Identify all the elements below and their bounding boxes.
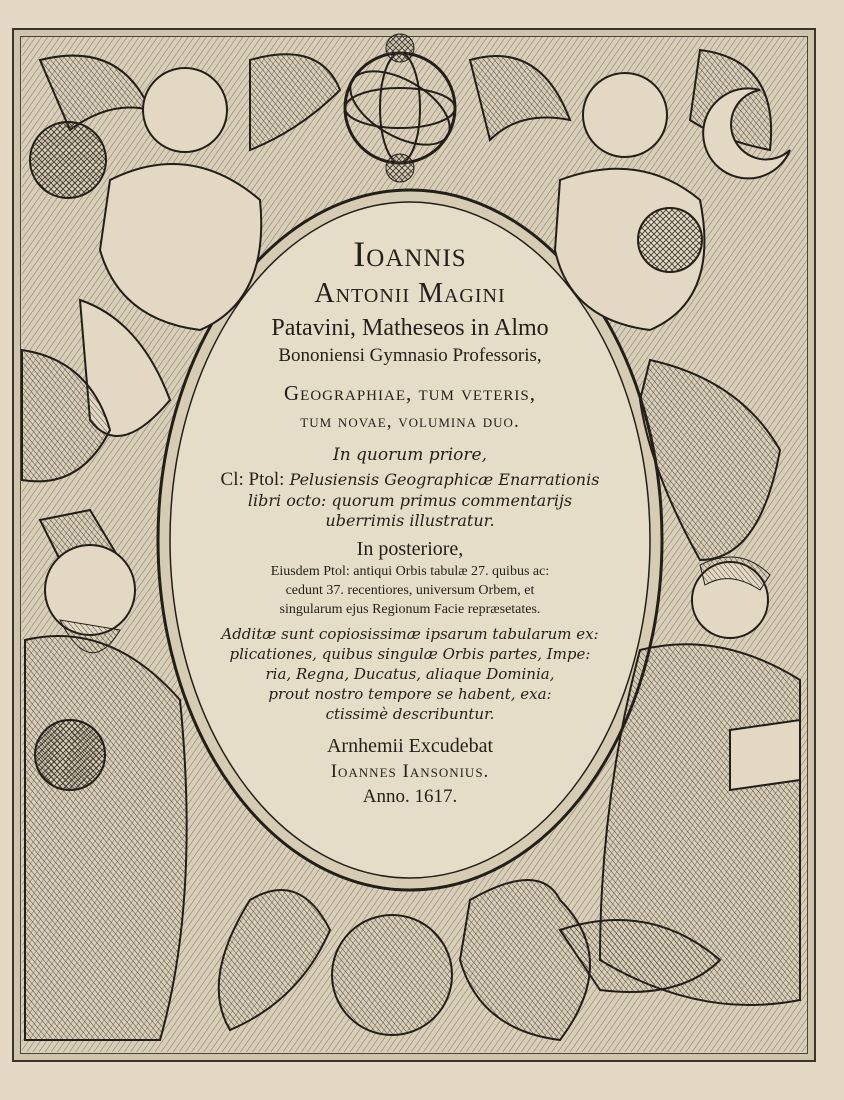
prior-line-3: uberrimis illustratur. <box>325 511 495 530</box>
added-line-5: ctissimè describuntur. <box>325 705 495 723</box>
prior-line-1 <box>170 470 650 489</box>
added-line-1: Additæ sunt copiosissimæ ipsarum tabularum ex: <box>221 625 599 643</box>
affiliation-line-1: Patavini, Matheseos in Almo <box>271 315 549 341</box>
book-title-line-2: tum novae, volumina duo. <box>300 411 520 432</box>
imprint-line-1: Arnhemii Excudebat <box>326 735 494 757</box>
imprint-printer: Ioannes Iansonius. <box>330 761 490 782</box>
added-line-4: prout nostro tempore se habent, exa: <box>268 685 552 703</box>
prior-line-1-rest: Pelusiensis Geographicæ Enarrationis <box>289 470 600 489</box>
added-line-2: plicationes, quibus singulæ Orbis partes, Impe: <box>229 645 591 663</box>
imprint-year: Anno. 1617. <box>362 786 458 807</box>
posterior-line-2: cedunt 37. recentiores, universum Orbem, et <box>285 583 535 598</box>
title-text-block <box>170 228 650 888</box>
globe-icon <box>30 122 106 198</box>
terrestrial-globe-icon <box>332 915 452 1035</box>
posterior-heading: In posteriore, <box>356 538 464 560</box>
prior-heading: In quorum priore, <box>332 445 487 465</box>
open-book-icon <box>730 720 800 790</box>
posterior-line-3: singularum ejus Regionum Facie repræsetates. <box>279 602 541 617</box>
affiliation-line-2: Bononiensi Gymnasio Professoris, <box>278 345 542 366</box>
added-line-3: ria, Regna, Ducatus, aliaque Dominia, <box>265 665 555 683</box>
ptolemy-abbreviation: Cl: Ptol: <box>220 469 285 490</box>
author-surname: Antonii Magini <box>314 278 506 309</box>
book-title-line-1: Geographiae, tum veteris, <box>284 381 536 405</box>
posterior-line-1: Eiusdem Ptol: antiqui Orbis tabulæ 27. quibus ac: <box>270 564 550 579</box>
prior-line-2: libri octo: quorum primus commentarijs <box>247 491 573 510</box>
armillary-sphere-small-icon <box>35 720 105 790</box>
author-first-name: Ioannis <box>353 234 467 274</box>
